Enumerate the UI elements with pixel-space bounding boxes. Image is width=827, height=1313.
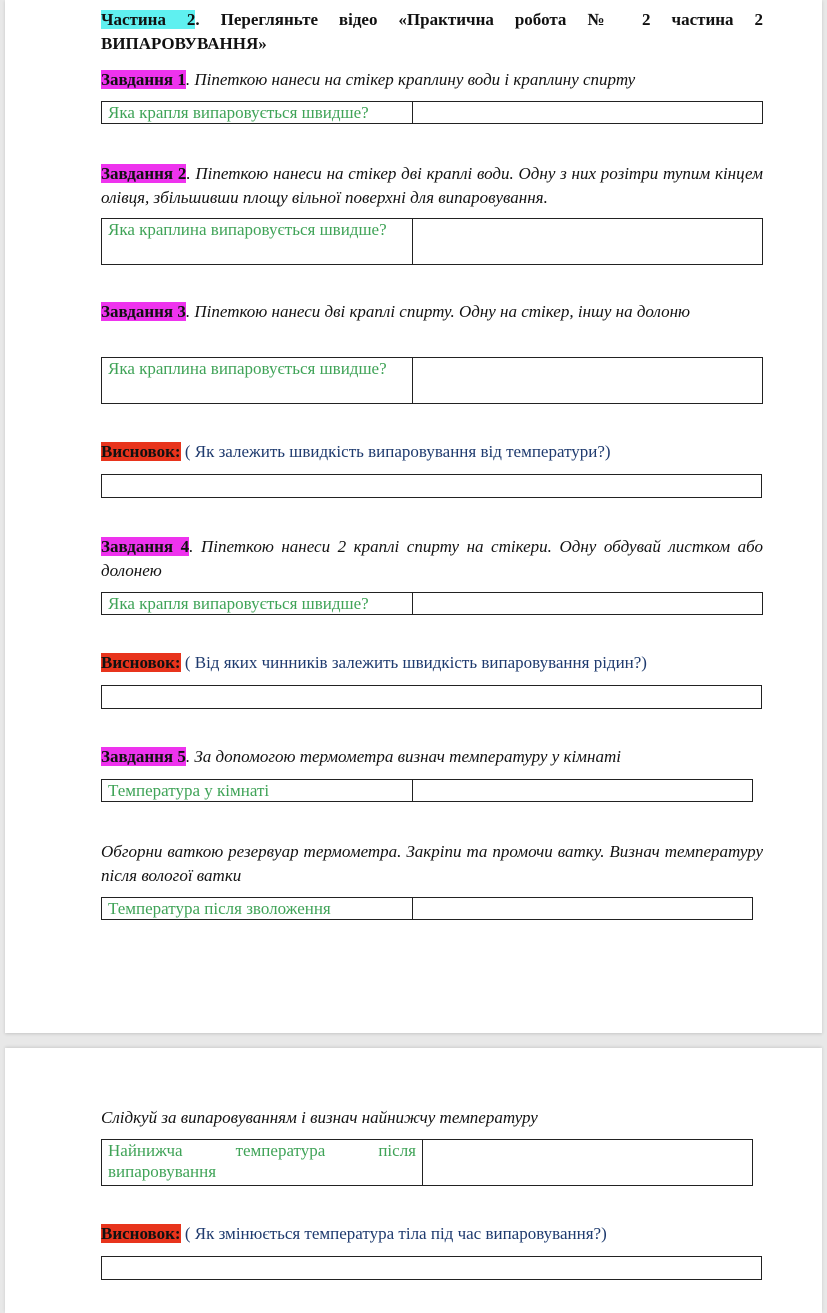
task3-text: . Піпеткою нанеси дві краплі спирту. Одну на стікер, іншу на долоню [185,302,691,321]
lowest-temp-table [101,1139,753,1186]
task3-label: Завдання 3 [101,302,186,321]
conclusion1-prompt [101,440,763,464]
task1-label: Завдання 1 [101,70,186,89]
task2-table [101,218,763,265]
part-label: Частина 2 [101,10,196,29]
task1-question: Яка крапля випаровується швидше? [102,102,413,124]
task5-text: . За допомогою термометра визнач температуру у кімнаті [185,747,621,766]
task3-table [101,357,763,404]
task5-label: Завдання 5 [101,747,186,766]
task4-instruction [101,535,763,583]
room-temp-answer-cell[interactable] [413,780,753,802]
wet-temp-label: Температура після зволоження [102,898,413,920]
task5-room-table [101,779,753,802]
conclusion2-label: Висновок: [101,653,181,672]
wet-temp-answer-cell[interactable] [413,898,753,920]
part-heading-text: . Перегляньте відео «Практична робота № 2 частина 2 ВИПАРОВУВАННЯ» [101,10,763,53]
conclusion1-answer-field[interactable] [101,474,762,498]
part-heading [101,8,763,56]
conclusion3-prompt [101,1222,763,1246]
conclusion2-question: ( Від яких чинників залежить швидкість випаровування рідин?) [180,653,647,672]
task1-table [101,101,763,124]
room-temp-label: Температура у кімнаті [102,780,413,802]
lowest-temp-label: Найнижча температура після випаровування [102,1140,423,1186]
task5-instruction [101,745,763,769]
task3-answer-cell[interactable] [413,358,763,404]
conclusion1-label: Висновок: [101,442,181,461]
conclusion3-question: ( Як змінюється температура тіла під час випаровування?) [180,1224,607,1243]
task4-answer-cell[interactable] [413,593,763,615]
conclusion2-answer-field[interactable] [101,685,762,709]
worksheet-page-2 [5,1048,822,1313]
task2-instruction [101,162,763,210]
task4-label: Завдання 4 [101,537,190,556]
task2-question: Яка краплина випаровується швидше? [102,219,413,265]
task2-label: Завдання 2 [101,164,187,183]
task2-text: . Піпеткою нанеси на стікер дві краплі води. Одну з них розітри тупим кінцем олівця, збільшивши площу вільної поверхні для випаровування. [101,164,763,207]
lowest-temp-answer-cell[interactable] [423,1140,753,1186]
task2-answer-cell[interactable] [413,219,763,265]
conclusion3-label: Висновок: [101,1224,181,1243]
task3-question: Яка краплина випаровується швидше? [102,358,413,404]
conclusion3-answer-field[interactable] [101,1256,762,1280]
task1-instruction [101,68,763,92]
conclusion2-prompt [101,651,763,675]
task4-question: Яка крапля випаровується швидше? [102,593,413,615]
conclusion1-question: ( Як залежить швидкість випаровування від температури?) [180,442,611,461]
task1-answer-cell[interactable] [413,102,763,124]
worksheet-page-1 [5,0,822,1033]
task4-text: . Піпеткою нанеси 2 краплі спирту на стікери. Одну обдувай листком або долонею [101,537,763,580]
task3-instruction [101,300,763,324]
page2-instruction: Слідкуй за випаровуванням і визнач найнижчу температуру [101,1108,538,1127]
task1-text: . Піпеткою нанеси на стікер краплину води і краплину спирту [185,70,636,89]
task5-wet-instruction: Обгорни ваткою резервуар термометра. Закріпи та промочи ватку. Визнач температуру після вологої ватки [101,842,763,885]
task5-wet-table [101,897,753,920]
task4-table [101,592,763,615]
